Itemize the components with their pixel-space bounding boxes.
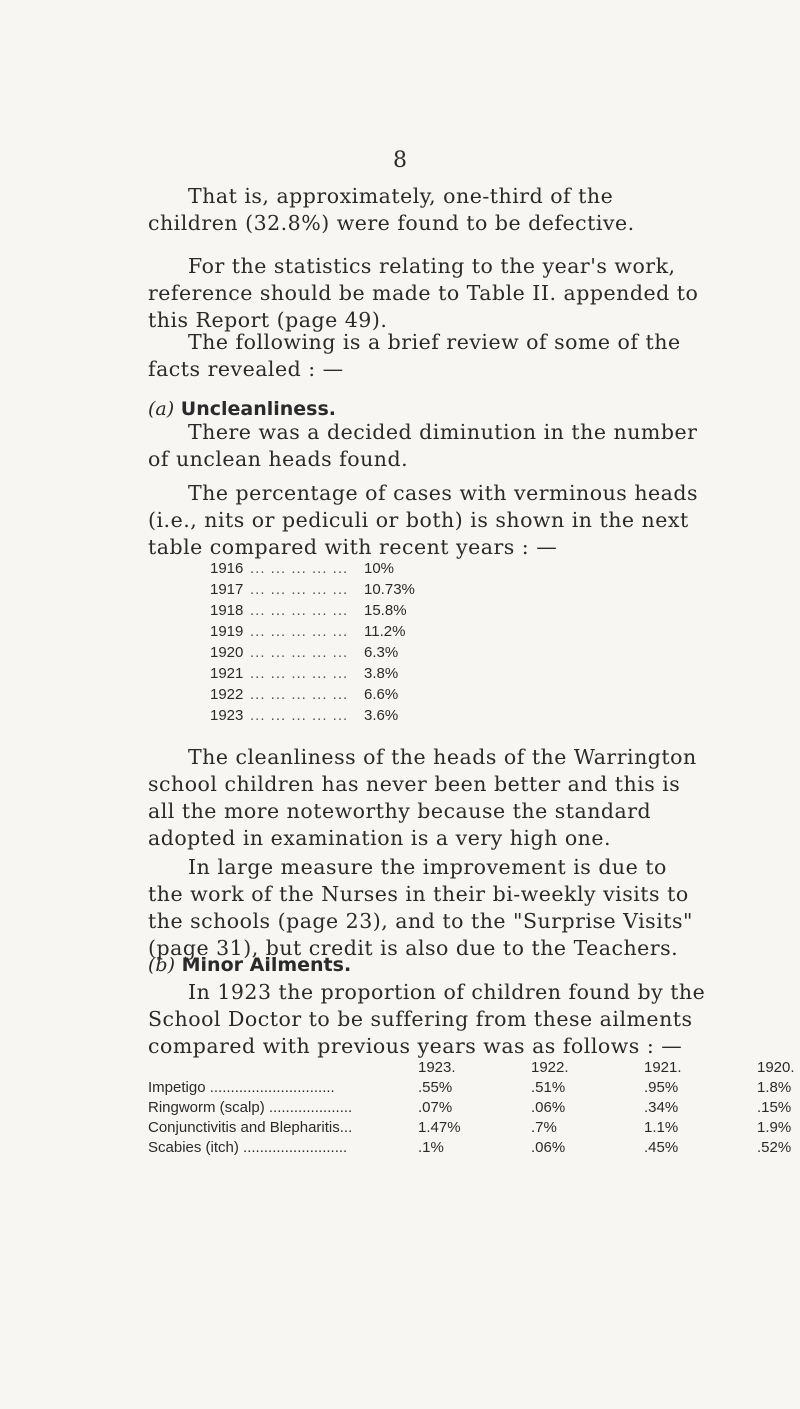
ailment-value: 1.47% [418,1119,461,1136]
year-row [210,686,415,707]
ailment-value: .06% [531,1099,566,1116]
ailment-value: .15% [757,1099,792,1116]
intro-paragraph-2: For the statistics relating to the year's work, reference should be made to Table II. appended to this Report (page 49). [148,254,699,332]
ailment-value: .1% [418,1139,444,1156]
dot-leader: ... ... ... ... ... [250,581,349,598]
column-header: 1922. [531,1059,569,1076]
ailment-value: .52% [757,1139,792,1156]
ailment-value: .7% [531,1119,557,1136]
year-row [210,602,415,623]
dot-leader: ... ... ... ... ... [250,665,349,682]
percentage-cell: 11.2% [364,623,406,640]
year-cell: 1922 [210,686,244,703]
ailment-label: Scabies (itch) ......................... [148,1139,348,1156]
percentage-cell: 3.8% [364,665,399,682]
header-spacer [148,1059,418,1079]
dot-leader: ... ... ... ... ... [250,602,349,619]
section-a-letter: (a) [148,398,175,420]
intro-paragraph-3: The following is a brief review of some of the facts revealed : — [148,330,681,381]
percentage-cell: 3.6% [364,707,399,724]
year-row [210,707,415,728]
verminous-heads-table [210,560,415,728]
column-header: 1920. [757,1059,795,1076]
year-cell: 1918 [210,602,244,619]
section-a-title: Uncleanliness. [180,398,337,420]
year-row [210,623,415,644]
ailment-label: Impetigo .............................. [148,1079,335,1096]
ailment-value: 1.1% [644,1119,679,1136]
dot-leader: ... ... ... ... ... [250,623,349,640]
percentage-cell: 6.3% [364,644,399,661]
section-a-paragraph-2: The percentage of cases with verminous heads (i.e., nits or pediculi or both) is shown in the next table compared with recent years : — [148,481,699,559]
ailment-row [148,1139,800,1159]
dot-leader: ... ... ... ... ... [250,686,349,703]
ailment-value: 1.8% [757,1079,792,1096]
section-b-heading [148,952,351,979]
year-row [210,581,415,602]
column-header: 1921. [644,1059,682,1076]
percentage-cell: 6.6% [364,686,399,703]
page-number: 8 [393,148,407,173]
year-row [210,665,415,686]
ailment-value: .95% [644,1079,679,1096]
ailment-value: .55% [418,1079,453,1096]
year-row [210,560,415,581]
percentage-cell: 10% [364,560,395,577]
dot-leader: ... ... ... ... ... [250,560,349,577]
year-cell: 1916 [210,560,244,577]
ailment-value: .34% [644,1099,679,1116]
minor-ailments-table [148,1059,800,1159]
ailment-value: .45% [644,1139,679,1156]
dot-leader: ... ... ... ... ... [250,644,349,661]
section-b-paragraph-1: In 1923 the proportion of children found by the School Doctor to be suffering from these ailments compared with previous years was as follows : — [148,980,706,1058]
ailment-value: .06% [531,1139,566,1156]
percentage-cell: 10.73% [364,581,415,598]
column-header: 1923. [418,1059,456,1076]
dot-leader: ... ... ... ... ... [250,707,349,724]
year-row [210,644,415,665]
ailment-label: Conjunctivitis and Blepharitis... [148,1119,353,1136]
year-cell: 1919 [210,623,244,640]
section-a-paragraph-1: There was a decided diminution in the number of unclean heads found. [148,420,698,471]
section-a-paragraph-4: In large measure the improvement is due to the work of the Nurses in their bi-weekly visits to the schools (page 23), and to the "Surprise Visits" (page 31), but credit is also due to the Teachers. [148,855,693,960]
intro-paragraph-1: That is, approximately, one-third of the children (32.8%) were found to be defective. [148,184,635,235]
ailment-label: Ringworm (scalp) .................... [148,1099,353,1116]
ailment-row [148,1099,800,1119]
percentage-cell: 15.8% [364,602,407,619]
ailment-row [148,1119,800,1139]
year-cell: 1923 [210,707,244,724]
year-cell: 1921 [210,665,244,682]
ailment-value: .51% [531,1079,566,1096]
section-b-title: Minor Ailments. [181,954,352,976]
ailment-value: 1.9% [757,1119,792,1136]
ailment-row [148,1079,800,1099]
year-cell: 1917 [210,581,244,598]
section-a-paragraph-3: The cleanliness of the heads of the Warrington school children has never been better and this is all the more noteworthy because the standard adopted in examination is a very high one. [148,745,697,850]
table-header-row [148,1059,800,1079]
year-cell: 1920 [210,644,244,661]
ailment-value: .07% [418,1099,453,1116]
section-b-letter: (b) [148,954,175,976]
